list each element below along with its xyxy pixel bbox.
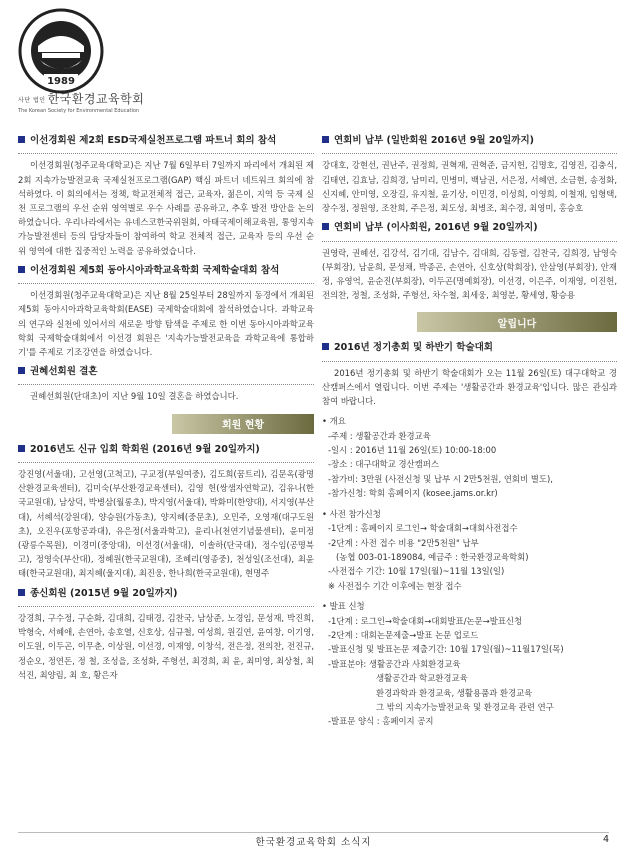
brand-name: 한국환경교육학회 — [47, 92, 145, 106]
section-heading: 2016년도 신규 입회 학회원 (2016년 9월 20일까지) — [18, 444, 314, 456]
section-banner: 회원 현황 — [172, 414, 314, 434]
list-item: -일시 : 2016년 11월 26일(토) 10:00-18:00 — [328, 445, 497, 456]
list-item: ※ 사전접수 기간 이후에는 현장 접수 — [328, 580, 462, 591]
dotted-divider — [18, 606, 314, 607]
section-body: 2016년 정기총회 및 하반기 학술대회가 오는 11월 26일(토) 대구대학교 경산캠퍼스에서 열립니다. 이번 주제는 '생활공간과 환경교육'입니다. 많은 관심과 참여 바랍니다. — [322, 367, 617, 407]
list-item: -발표문 양식 : 홈페이지 공지 — [328, 716, 434, 727]
section-body: 권영락, 권혜선, 김강석, 김기대, 김남수, 김대희, 김동렬, 김찬국, 김희경, 남영숙(부회장), 남윤희, 문성채, 박종곤, 손연아, 신호상(학회장), 안삼영(부회장), 안재정, 유영억, 윤순진(부회장), 이두곤(명예회장), 이선경, 이은주, 이재영, 이진헌, 전의찬, 정철, 조성화, 주형선, 차수철, 최세웅, 최영분, 황세영, 황승용 — [322, 247, 617, 301]
list-item: -사전접수 기간: 10월 17일(월)~11월 13일(일) — [328, 566, 505, 577]
square-bullet-icon — [322, 343, 329, 350]
list-item: -주제 : 생활공간과 환경교육 — [328, 430, 431, 441]
dotted-divider — [18, 283, 314, 284]
list-heading: • 사전 참가신청 — [322, 508, 381, 519]
list-item: -장소 : 대구대학교 경산캠퍼스 — [328, 459, 439, 470]
section-heading: 연회비 납부 (일반회원 2016년 9월 20일까지) — [322, 135, 617, 147]
section-heading: 종신회원 (2015년 9월 20일까지) — [18, 588, 314, 600]
square-bullet-icon — [18, 445, 25, 452]
section-body: 이선경회원(청주교육대학교)은 지난 7월 6일부터 7일까지 파리에서 개최된 제2회 지속가능발전교육 국제실천프로그램(GAP) 핵심 파트너 네트워크 회의에 참석하였다. 이 회의에서는 정책, 학교전체적 접근, 교육자, 젊은이, 지역 등 국제 실천 프로그램의 우선 순위 영역별로 우수 사례를 공유하고, 추후 발전 방안을 논의하였습니다. 우리나라에서는 유네스코한국위원회, 아태국제이해교육원, 통영지속가능발전센터 등의 담당자들이 참여하여 학교 전체적 접근, 교육자 등의 우선 순위 영역에 대한 집중적인 노력을 공유하였습니다. — [18, 160, 314, 256]
square-bullet-icon — [18, 136, 25, 143]
dotted-divider — [322, 361, 617, 362]
left-column — [18, 128, 314, 688]
brand-prefix: 사단 법인 — [18, 97, 46, 104]
list-item: -발표신청 및 발표논문 제출기간: 10월 17일(월)~11월17일(목) — [328, 644, 564, 655]
section-body: 강경희, 구수정, 구순화, 김대희, 김태경, 김찬국, 남상준, 노경임, 문성재, 박진희, 박형숙, 서혜애, 손연아, 송호열, 신호상, 심규철, 여성희, 원길연, 윤여창, 이기영, 이도원, 이두곤, 이무춘, 이상원, 이선경, 이재영, 이창석, 전은정, 전의찬, 전진규, 정순오, 정연돈, 정 철, 조성을, 조성화, 주형선, 최경희, 최 윤, 최미영, 최상철, 최석진, 최양림, 최 호, 황은자 — [18, 612, 314, 680]
section-heading: 이선경회원 제2회 ESD국제실천프로그램 파트너 회의 참석 — [18, 135, 314, 147]
list-item: -2단계 : 대회논문제출→발표 논문 업로드 — [328, 629, 479, 640]
footer-rule — [18, 832, 609, 833]
dotted-divider — [322, 241, 617, 242]
section-heading: 이선경회원 제5회 동아시아과학교육학회 국제학술대회 참석 — [18, 265, 314, 277]
section-heading: 권혜선회원 결혼 — [18, 366, 314, 378]
section-body: 강진영(서울대), 고선영(고척고), 구교정(부일여중), 김도희(꿈트리), 김문옥(광명산환경교육센터), 김미숙(부산환경교육센터), 김영 헌(쌍샘자연학교), 김유나(한국교원대), 남상덕, 박병삼(월롱초), 박지영(서울대), 박화미(한양대), 서지영(부산대), 서혜석(강원대), 양승원(가동초), 양지혜(중문초), 오민주, 오영재(대구도원초), 오진우(포항공과대), 유은정(서울과학고), 윤리나(천연기념물센터), 윤미정(광릉수목원), 이경미(중앙대), 이선경(서울대), 이솔하(단국대), 정수임(공명북고), 정영숙(부산대), 정혜원(한국교원대), 조혜리(영종중), 천성일(조선대), 최윤태(한국교원대), 최지혜(울지대), 최진웅, 한나희(한국교원대), 현명주 — [18, 469, 314, 579]
square-bullet-icon — [18, 367, 25, 374]
list-item: 그 밖의 지속가능발전교육 및 환경교육 관련 연구 — [376, 701, 554, 712]
page-footer — [0, 832, 627, 854]
square-bullet-icon — [18, 266, 25, 273]
footer-title: 한국환경교육학회 소식지 — [255, 837, 372, 848]
list-item: -2단계 : 사전 접수 비용 "2만5천원" 납부 — [328, 537, 479, 548]
overview-list — [322, 414, 617, 500]
list-item: -발표분야: 생활공간과 사회환경교육 — [328, 658, 461, 669]
prereg-list — [322, 507, 617, 593]
list-item: -참가신청: 학회 홈페이지 (kosee.jams.or.kr) — [328, 488, 498, 499]
brand-name-en: The Korean Society for Environmental Education — [18, 108, 140, 114]
section-body: 권혜선회원(단대초)이 지난 9월 10일 결혼을 하였습니다. — [30, 391, 239, 402]
list-heading: • 개요 — [322, 416, 346, 427]
right-column — [322, 128, 617, 735]
section-body: 강대호, 강현선, 권난주, 권정희, 권혁재, 권혁준, 금지헌, 김명호, 김영진, 김충식, 김태연, 김효남, 김희경, 남미리, 민병미, 백남권, 서은정, 서혜연, 소금현, 송정화, 신지혜, 안미영, 오장길, 유지철, 윤기상, 이민경, 이성희, 이영희, 이철재, 임형택, 장수정, 정원영, 조찬희, 주은정, 최도성, 최병조, 최수경, 최영미, 홍승호 — [322, 160, 617, 213]
list-item: -참가비: 3만원 (사전신청 및 납부 시 2만5천원, 연회비 별도), — [328, 473, 553, 484]
dotted-divider — [322, 153, 617, 154]
brand-block — [18, 90, 178, 114]
list-item: 생활공간과 학교환경교육 — [376, 673, 468, 684]
list-item: (농협 003-01-189084, 예금주 : 한국환경교육학회) — [336, 551, 529, 562]
dotted-divider — [18, 384, 314, 385]
section-body: 이선경회원(청주교육대학교)은 지난 8월 25일부터 28일까지 동경에서 개최된 제5회 동아시아과학교육학회(EASE) 국제학술대회에 참석하였습니다. 과학교육의 연구와 실천에 있어서의 새로운 방향 탐색을 주제로 한 이번 동아시아과학교육학회 국제학술대회에서 이선경 회원은 '지속가능발전교육을 과학교육에 통합하기'를 주제로 기조강연을 하였습니다. — [18, 290, 314, 357]
page-number: 4 — [602, 834, 609, 845]
logo-year-text: 1989 — [47, 76, 75, 87]
section-banner: 알립니다 — [417, 312, 617, 332]
brand-name-ko — [18, 90, 178, 107]
square-bullet-icon — [322, 136, 329, 143]
society-logo — [18, 8, 104, 94]
list-item: -1단계 : 홈페이지 로그인→ 학술대회→대회사전접수 — [328, 523, 518, 534]
presentation-list — [322, 599, 617, 729]
square-bullet-icon — [18, 589, 25, 596]
dotted-divider — [18, 462, 314, 463]
list-heading: • 발표 신청 — [322, 601, 365, 612]
section-heading: 2016년 정기총회 및 하반기 학술대회 — [322, 342, 617, 354]
section-heading: 연회비 납부 (이사회원, 2016년 9월 20일까지) — [322, 222, 617, 234]
list-item: -1단계 : 로그인→학술대회→대회발표/논문→발표신청 — [328, 615, 523, 626]
square-bullet-icon — [322, 223, 329, 230]
logo-since-text: SINCE — [51, 67, 71, 74]
dotted-divider — [18, 153, 314, 154]
list-item: 환경과학과 환경교육, 생활용품과 환경교육 — [376, 687, 533, 698]
